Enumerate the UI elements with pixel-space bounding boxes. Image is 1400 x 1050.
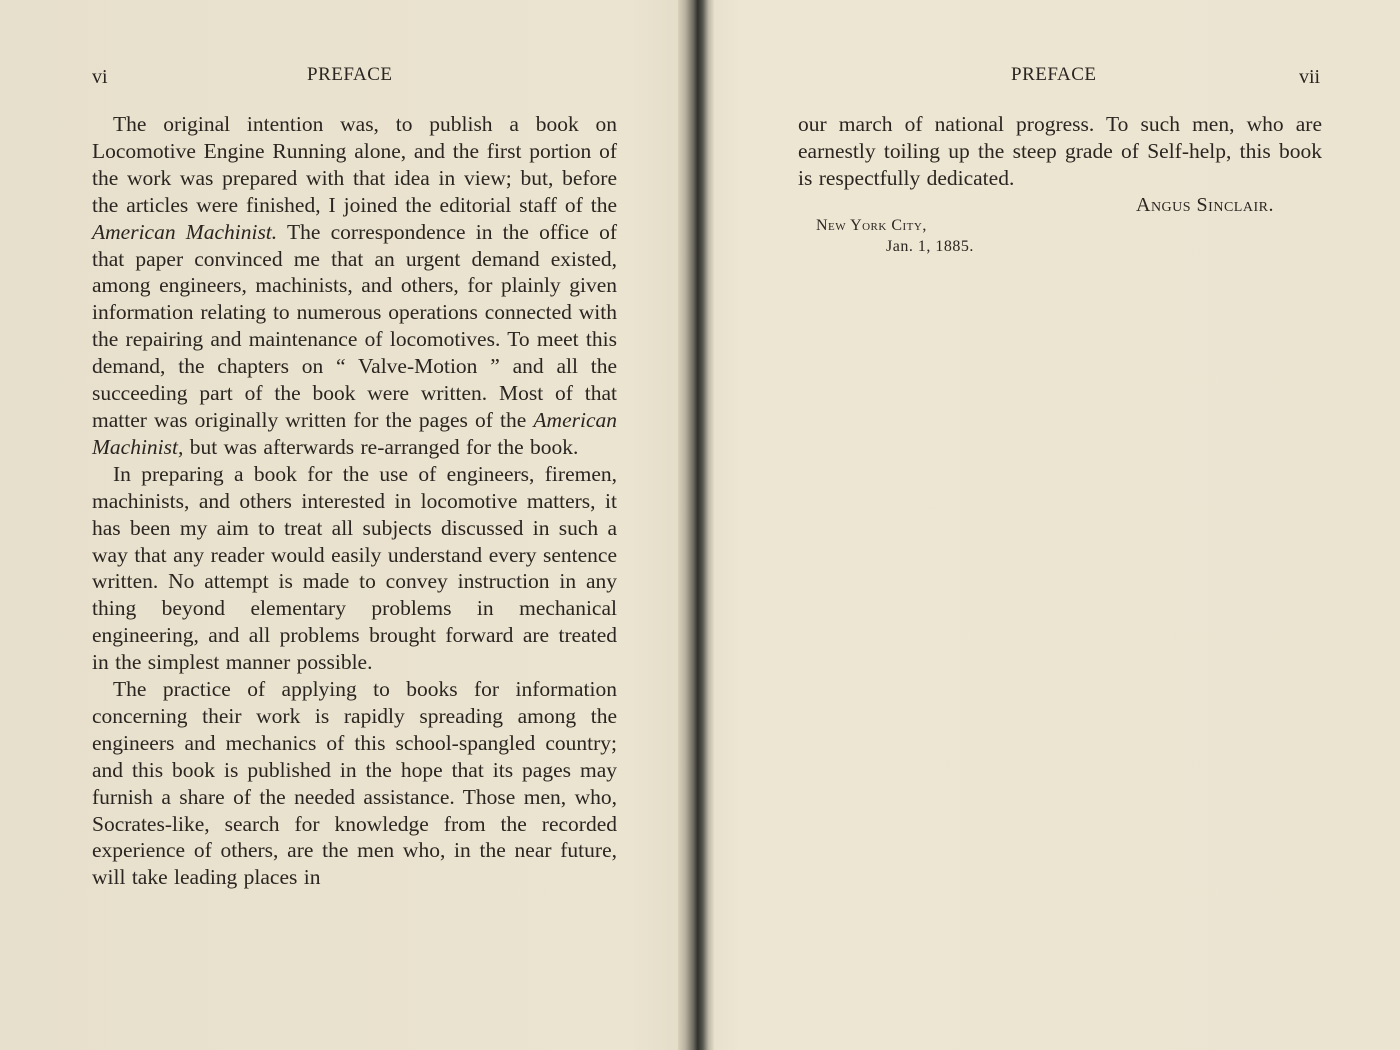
page-number: vii [1299, 66, 1321, 88]
date-line: Jan. 1, 1885. [886, 238, 974, 255]
publication-title: American Machinist. [92, 219, 278, 244]
running-head: PREFACE [1011, 64, 1097, 85]
left-page [0, 0, 678, 1050]
preface-body [798, 111, 1322, 192]
book-gutter [678, 0, 714, 1050]
preface-body [92, 111, 617, 891]
place-line: New York City, [816, 217, 927, 234]
paragraph: our march of national progress. To such men, who are earnestly toiling up the steep grade of Self-help, this book is respectfully dedicated. [798, 112, 1322, 190]
paragraph: The practice of applying to books for information concerning their work is rapidly spreading among the engineers and mechanics of this school-spangled country; and this book is published in the hope that its pages may furnish a share of the needed assistance. Those men, who, Socrates-like, search for knowledge from the recorded experience of others, are the men who, in the near future, will take leading places in [92, 677, 617, 890]
page-number: vi [92, 66, 108, 88]
right-page [714, 0, 1400, 1050]
author-signature: Angus Sinclair. [1136, 194, 1274, 216]
paragraph: In preparing a book for the use of engineers, firemen, machinists, and others interested in locomotive matters, it has been my aim to treat all subjects discussed in such a way that any reader would easily understand every sentence written. No attempt is made to convey instruction in any thing beyond elementary problems in mechanical engineering, and all problems brought forward are treated in the simplest manner possible. [92, 461, 617, 675]
publication-title: American Machinist, [92, 407, 617, 459]
paragraph: The original intention was, to publish a book on Locomotive Engine Running alone, and the first portion of the work was prepared with that idea in view; but, before the articles were finished, I joined the editorial staff of the American Machinist. The correspondence in the office of that paper convinced me that an urgent demand existed, among engineers, machinists, and others, for plainly given information relating to numerous operations connected with the repairing and maintenance of locomotives. To meet this demand, the chapters on “ Valve-Motion ” and all the succeeding part of the book were written. Most of that matter was originally written for the pages of the American Machinist, but was afterwards re-arranged for the book. [92, 112, 618, 459]
running-head: PREFACE [307, 64, 393, 85]
